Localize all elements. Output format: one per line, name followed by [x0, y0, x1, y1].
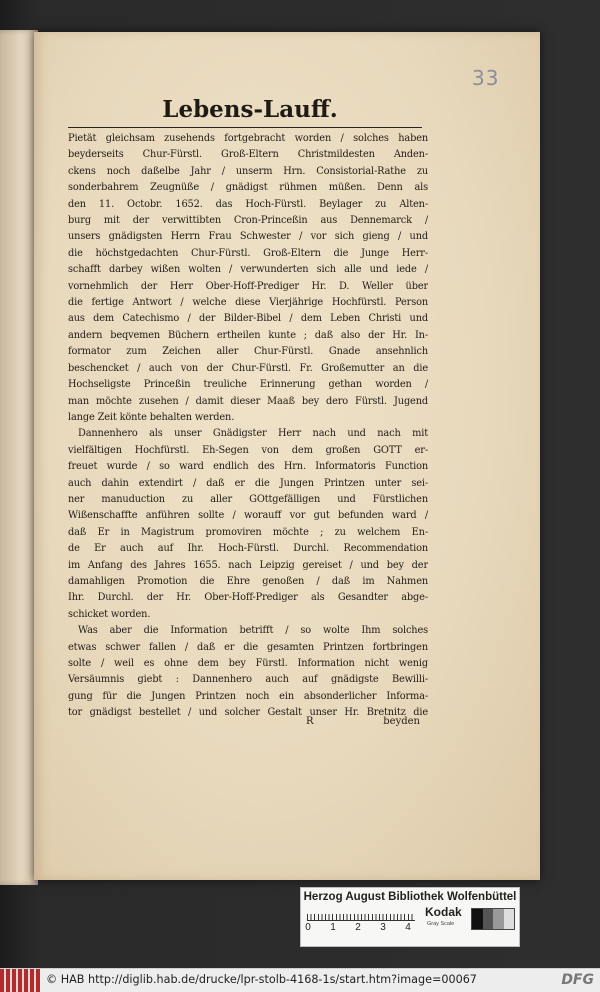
ruler-number: 1 — [330, 922, 336, 933]
text-line: Pietät gleichsam zusehends fortgebracht worden / solches haben — [68, 133, 428, 144]
text-line: schafft darbey wißen wolten / verwunderten sich alle und iede / — [68, 264, 428, 276]
facing-page-edge — [0, 30, 38, 885]
kodak-subtitle: Gray Scale — [427, 921, 455, 927]
footer-bar — [0, 968, 600, 992]
text-line: Ihr. Durchl. der Hr. Ober-Hoff-Prediger als Gesandter abge- — [68, 592, 428, 604]
text-line: beschencket / auch von der Chur-Fürstl. Fr. Großemutter an die — [68, 362, 428, 374]
catchword: beyden — [383, 716, 420, 727]
text-line: solte / weil es ohne dem bey Fürstl. Information nicht wenig — [68, 658, 428, 669]
text-line: etwas schwer fallen / daß er die gesamten Printzen fortbringen — [68, 641, 428, 653]
text-line: Dannenhero als unser Gnädigster Herr nach und nach mit — [78, 428, 428, 440]
text-line: andern beqvemen Büchern ertheilen kunte ; daß also der Hr. In- — [68, 329, 428, 341]
ruler-number: 2 — [355, 922, 361, 933]
text-line: auch dahin extendirt / daß er die Jungen Printzen unter sei- — [68, 477, 428, 489]
ruler-ticks — [307, 914, 415, 921]
kodak-logo: Kodak — [425, 905, 462, 919]
ruler-number: 0 — [305, 922, 311, 933]
text-line: vielfältigen Hochfürstl. Eh-Segen von dem großen GOTT er- — [68, 444, 428, 456]
head-rule — [68, 127, 422, 128]
page-body-text — [68, 131, 428, 722]
text-line: im Anfang des Jahres 1655. nach Leipzig gereiset / und bey der — [68, 559, 428, 571]
text-line: schicket worden. — [68, 608, 151, 620]
text-line: vornehmlich der Herr Ober-Hoff-Prediger Hr. D. Weller über — [68, 280, 428, 292]
catch-line — [68, 716, 420, 734]
text-line: ckens noch daßelbe Jahr / unserm Hrn. Consistorial-Rathe zu — [68, 165, 428, 177]
signature-mark: R — [306, 716, 314, 727]
text-line: Was aber die Information betrifft / so wolte Ihm solches — [78, 625, 428, 637]
text-line: ner manuduction zu aller GOttgefälligen und Fürstlichen — [68, 493, 428, 505]
text-line: Versäumnis giebt : Dannenhero auch auf gnädigste Bewilli- — [68, 674, 428, 686]
text-line: burg mit der verwittibten Cron-Princeßin aus Dennemarck / — [68, 215, 428, 227]
text-line: formator zum Zeichen aller Chur-Fürstl. Gnade ansehnlich — [68, 346, 428, 358]
text-line: gung für die Jungen Printzen noch ein absonderlicher Informa- — [68, 690, 428, 702]
running-head: Lebens-Lauff. — [162, 96, 338, 123]
folio-number: 33 — [472, 66, 500, 90]
copyright-link[interactable]: © HAB http://diglib.hab.de/drucke/lpr-stolb-4168-1s/start.htm?image=00067 — [46, 973, 477, 986]
text-line: unsers gnädigsten Herrn Frau Schwester / vor sich gieng / und — [68, 231, 428, 243]
text-line: Hochseligste Princeßin treuliche Erinnerung gethan worden / — [68, 379, 428, 391]
text-line: daß Er in Magistrum promoviren möchte ; zu welchem En- — [68, 526, 428, 538]
text-line: beyderseits Chur-Fürstl. Groß-Eltern Christmildesten Anden- — [68, 149, 428, 161]
library-color-target-label — [300, 887, 520, 947]
text-line: freuet wurde / so ward endlich des Hrn. Informatoris Function — [68, 461, 428, 473]
text-line: den 11. Octobr. 1652. das Hoch-Fürstl. Beylager zu Alten- — [68, 198, 428, 210]
text-line: die höchstgedachten Chur-Fürstl. Groß-Eltern die Junge Herr- — [68, 247, 428, 259]
text-line: damahligen Promotion die Ehre genoßen / daß im Nahmen — [68, 575, 428, 587]
text-line: aus dem Catechismo / der Bilder-Bibel / dem Leben Christi und — [68, 313, 428, 325]
footer-color-strip — [0, 969, 40, 992]
text-line: tor gnädigst bestellet / und solcher Gestalt unser Hr. Bretnitz die — [68, 707, 428, 719]
ruler-number: 4 — [405, 922, 411, 933]
dfg-logo: DFG — [561, 972, 594, 988]
ruler-number: 3 — [380, 922, 386, 933]
scale-ruler — [307, 908, 417, 932]
text-line: man möchte zusehen / damit dieser Maaß bey dero Fürstl. Jugend — [68, 395, 428, 407]
grayscale-patches — [471, 908, 515, 930]
text-line: de Er auch auf Ihr. Hoch-Fürstl. Durchl. Recommendation — [68, 543, 428, 555]
text-line: Wißenschaffte anführen sollte / worauff vor gut befunden ward / — [68, 510, 428, 522]
library-name: Herzog August Bibliothek Wolfenbüttel — [303, 891, 517, 903]
text-line: sonderbahrem Zeugnüße / gnädigst rühmen müßen. Denn als — [68, 182, 428, 194]
text-line: die fertige Antwort / welche diese Vierjährige Hochfürstl. Person — [68, 297, 428, 309]
text-line: lange Zeit könte behalten werden. — [68, 411, 235, 423]
